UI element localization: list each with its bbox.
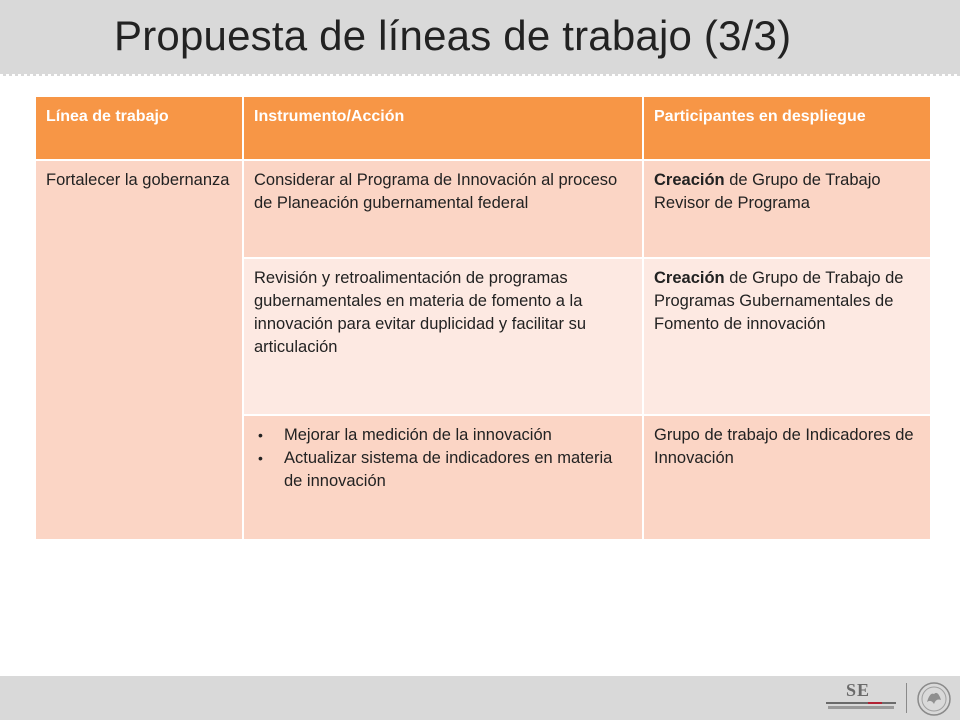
participantes-bold: Creación <box>654 171 725 189</box>
se-logo-line <box>826 702 896 704</box>
bullet-text: Mejorar la medición de la innovación <box>284 426 552 444</box>
instrumento-cell: Revisión y retroalimentación de programas gubernamentales en materia de fomento a la innovación para evitar duplicidad y facilitar su articulación <box>243 258 643 415</box>
linea-cell: Fortalecer la gobernanza <box>35 160 243 540</box>
table-row <box>35 160 931 258</box>
header-linea: Línea de trabajo <box>35 96 243 160</box>
participantes-text: de Grupo de Trabajo Revisor de Programa <box>654 171 881 212</box>
list-item <box>254 424 632 447</box>
bullet-text: Actualizar sistema de indicadores en materia de innovación <box>284 449 613 490</box>
se-logo <box>822 680 902 716</box>
header-instrumento: Instrumento/Acción <box>243 96 643 160</box>
footer-bar <box>0 676 960 720</box>
instrumento-cell <box>243 415 643 540</box>
national-seal-icon <box>914 680 954 718</box>
participantes-cell: Grupo de trabajo de Indicadores de Innovación <box>643 415 931 540</box>
table-header-row <box>35 96 931 160</box>
instrumento-cell: Considerar al Programa de Innovación al proceso de Planeación gubernamental federal <box>243 160 643 258</box>
participantes-cell <box>643 258 931 415</box>
title-bar <box>0 0 960 76</box>
work-lines-table <box>34 95 932 541</box>
header-participantes: Participantes en despliegue <box>643 96 931 160</box>
bullet-list <box>254 424 632 493</box>
participantes-text: de Grupo de Trabajo de Programas Gubernamentales de Fomento de innovación <box>654 269 904 333</box>
se-logo-text: SE <box>846 680 871 700</box>
list-item <box>254 447 632 493</box>
logo-divider <box>906 683 907 713</box>
bullet-icon: • <box>258 450 263 466</box>
se-logo-subtitle-mark <box>828 706 894 709</box>
bullet-icon: • <box>258 427 263 443</box>
slide-title: Propuesta de líneas de trabajo (3/3) <box>114 12 792 59</box>
participantes-cell <box>643 160 931 258</box>
participantes-bold: Creación <box>654 269 725 287</box>
